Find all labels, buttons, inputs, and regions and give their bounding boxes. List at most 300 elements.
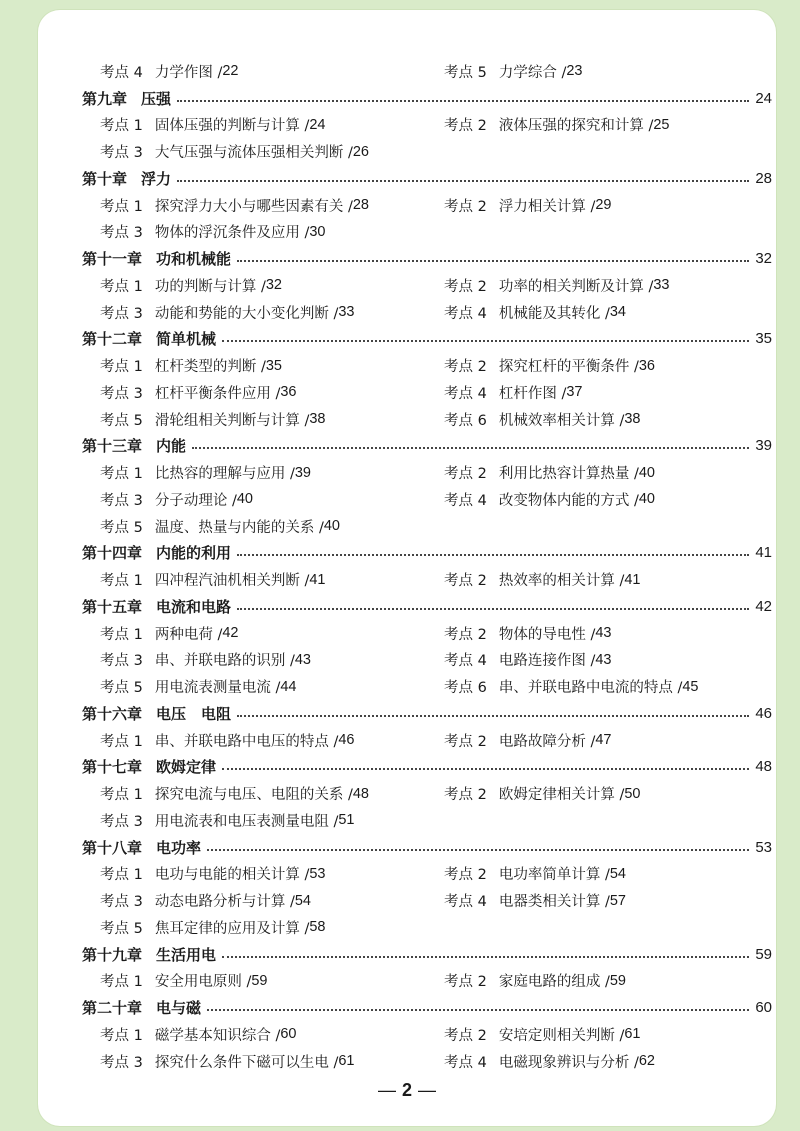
topic-label: 考点 4 — [444, 653, 487, 670]
topic-pair — [82, 513, 772, 540]
chapter-number: 第二十章 — [82, 999, 143, 1018]
chapter-number: 第十二章 — [82, 330, 143, 349]
topic-text: 探究浮力大小与哪些因素有关 / — [154, 198, 353, 215]
topic-label: 考点 6 — [444, 412, 487, 429]
topic-row — [82, 1048, 772, 1075]
chapter-row[interactable] — [82, 245, 772, 272]
topic-item[interactable] — [82, 516, 340, 537]
topic-page: 46 — [338, 732, 355, 749]
chapter-name: 欧姆定律 — [156, 758, 217, 777]
topic-page: 41 — [624, 571, 641, 588]
chapter-number: 第十四章 — [82, 544, 143, 563]
topic-text: 滑轮组相关判断与计算 / — [154, 412, 310, 429]
topic-label: 考点 2 — [444, 626, 487, 643]
topic-text: 串、并联电路的识别 / — [154, 653, 295, 670]
topic-item[interactable] — [444, 409, 640, 430]
leader-dots — [207, 848, 749, 851]
topic-page: 45 — [682, 678, 699, 695]
topic-item[interactable] — [82, 649, 311, 670]
topic-pair — [82, 58, 772, 85]
topic-page: 24 — [309, 116, 326, 133]
topic-item[interactable] — [82, 1051, 354, 1072]
chapter-page: 28 — [755, 169, 772, 187]
topic-label: 考点 3 — [100, 385, 143, 402]
topic-row — [82, 192, 772, 219]
chapter-row[interactable] — [82, 326, 772, 353]
topic-label: 考点 3 — [100, 145, 143, 162]
topic-pair — [82, 647, 772, 674]
topic-label: 考点 2 — [444, 466, 487, 483]
chapter-name: 电压 电阻 — [156, 704, 232, 723]
topic-label: 考点 4 — [444, 1054, 487, 1071]
topic-page: 38 — [624, 411, 641, 428]
topic-label: 考点 3 — [100, 492, 143, 509]
topic-pair — [82, 379, 772, 406]
topic-text: 力学作图 / — [154, 64, 223, 81]
chapter-number: 第十五章 — [82, 597, 143, 616]
footer-dash-right: — — [418, 1080, 436, 1100]
table-of-contents — [82, 58, 772, 1075]
chapter-number: 第十章 — [82, 169, 128, 188]
chapter-row[interactable] — [82, 433, 772, 460]
topic-item[interactable] — [82, 1024, 296, 1045]
topic-page: 40 — [323, 518, 340, 535]
topic-text: 磁学基本知识综合 / — [154, 1027, 281, 1044]
topic-item[interactable] — [82, 221, 325, 242]
topic-page: 51 — [338, 812, 355, 829]
chapter-page: 24 — [755, 89, 772, 107]
topic-label: 考点 1 — [100, 974, 143, 991]
topic-label: 考点 5 — [100, 412, 143, 429]
topic-item[interactable] — [444, 890, 626, 911]
chapter-name: 功和机械能 — [156, 250, 232, 269]
topic-item[interactable] — [444, 1051, 655, 1072]
topic-pair — [82, 138, 772, 165]
topic-text: 比热容的理解与应用 / — [154, 466, 295, 483]
topic-label: 考点 2 — [444, 867, 487, 884]
leader-dots — [237, 607, 749, 610]
topic-page: 33 — [338, 304, 355, 321]
topic-page: 28 — [352, 197, 369, 214]
topic-pair — [82, 1021, 772, 1048]
topic-page: 48 — [352, 785, 369, 802]
topic-text: 固体压强的判断与计算 / — [154, 118, 310, 135]
chapter-name: 压强 — [141, 89, 172, 108]
topic-row — [82, 272, 772, 299]
footer-dash-left: — — [377, 1080, 396, 1100]
chapter-page: 59 — [755, 945, 772, 963]
topic-item[interactable] — [444, 489, 655, 510]
topic-item[interactable] — [444, 355, 655, 376]
topic-item[interactable] — [444, 382, 582, 403]
topic-page: 44 — [280, 678, 297, 695]
chapter-page: 46 — [755, 704, 772, 722]
topic-page: 22 — [222, 63, 239, 80]
topic-label: 考点 6 — [444, 680, 487, 697]
topic-row — [82, 138, 772, 165]
topic-page: 37 — [566, 384, 583, 401]
topic-text: 欧姆定律相关计算 / — [498, 787, 625, 804]
topic-text: 杠杆作图 / — [498, 385, 567, 402]
topic-page: 53 — [309, 865, 326, 882]
topic-text: 用电流表测量电流 / — [154, 680, 281, 697]
topic-item[interactable] — [82, 676, 296, 697]
topic-text: 杠杆平衡条件应用 / — [154, 385, 281, 402]
topic-page: 32 — [265, 277, 282, 294]
leader-dots — [207, 1008, 749, 1011]
topic-pair — [82, 272, 772, 299]
topic-text: 四冲程汽油机相关判断 / — [154, 573, 310, 590]
topic-pair — [82, 112, 772, 139]
chapter-name: 内能的利用 — [156, 544, 232, 563]
topic-label: 考点 5 — [444, 64, 487, 81]
page-number: 2 — [401, 1080, 412, 1100]
topic-item[interactable] — [444, 623, 611, 644]
chapter-name: 简单机械 — [156, 330, 217, 349]
topic-text: 浮力相关计算 / — [498, 198, 596, 215]
topic-label: 考点 1 — [100, 867, 143, 884]
topic-label: 考点 3 — [100, 653, 143, 670]
topic-page: 41 — [309, 571, 326, 588]
leader-dots — [177, 179, 749, 182]
topic-item[interactable] — [82, 355, 282, 376]
topic-text: 家庭电路的组成 / — [498, 974, 610, 991]
topic-item[interactable] — [444, 649, 611, 670]
topic-label: 考点 2 — [444, 733, 487, 750]
topic-item[interactable] — [82, 730, 354, 751]
topic-item[interactable] — [82, 489, 253, 510]
topic-text: 机械能及其转化 / — [498, 305, 610, 322]
topic-pair — [82, 566, 772, 593]
topic-pair — [82, 459, 772, 486]
topic-row — [82, 299, 772, 326]
topic-row — [82, 112, 772, 139]
topic-row — [82, 673, 772, 700]
topic-item[interactable] — [82, 382, 296, 403]
chapter-page: 53 — [755, 838, 772, 856]
chapter-row[interactable] — [82, 85, 772, 112]
topic-label: 考点 2 — [444, 198, 487, 215]
topic-page: 25 — [653, 116, 670, 133]
topic-item[interactable] — [444, 195, 611, 216]
topic-text: 动能和势能的大小变化判断 / — [154, 305, 339, 322]
topic-pair — [82, 887, 772, 914]
topic-text: 分子动理论 / — [154, 492, 237, 509]
topic-pair — [82, 406, 772, 433]
chapter-row[interactable] — [82, 593, 772, 620]
topic-text: 电功与电能的相关计算 / — [154, 867, 310, 884]
chapter-page: 42 — [755, 597, 772, 615]
topic-label: 考点 4 — [444, 894, 487, 911]
topic-row — [82, 566, 772, 593]
topic-text: 探究杠杆的平衡条件 / — [498, 359, 639, 376]
chapter-row[interactable] — [82, 754, 772, 781]
topic-page: 30 — [309, 223, 326, 240]
topic-label: 考点 1 — [100, 198, 143, 215]
topic-text: 串、并联电路中电流的特点 / — [498, 680, 683, 697]
topic-label: 考点 3 — [100, 813, 143, 830]
topic-label: 考点 5 — [100, 519, 143, 536]
topic-text: 电路连接作图 / — [498, 653, 596, 670]
topic-item[interactable] — [82, 810, 354, 831]
chapter-row[interactable] — [82, 941, 772, 968]
topic-text: 热效率的相关计算 / — [498, 573, 625, 590]
topic-text: 用电流表和电压表测量电阻 / — [154, 813, 339, 830]
topic-item[interactable] — [82, 462, 311, 483]
chapter-page: 35 — [755, 330, 772, 348]
topic-page: 61 — [338, 1053, 355, 1070]
chapter-row[interactable] — [82, 834, 772, 861]
chapter-page: 48 — [755, 758, 772, 776]
topic-row — [82, 914, 772, 941]
topic-item[interactable] — [82, 783, 369, 804]
topic-page: 29 — [595, 197, 612, 214]
topic-text: 改变物体内能的方式 / — [498, 492, 639, 509]
topic-label: 考点 2 — [444, 118, 487, 135]
topic-item[interactable] — [82, 863, 325, 884]
topic-text: 电磁现象辨识与分析 / — [498, 1054, 639, 1071]
topic-item[interactable] — [444, 462, 655, 483]
topic-text: 物体的导电性 / — [498, 626, 596, 643]
topic-text: 功的判断与计算 / — [154, 278, 266, 295]
topic-page: 50 — [624, 785, 641, 802]
chapter-page: 32 — [755, 250, 772, 268]
topic-row — [82, 58, 772, 85]
topic-item[interactable] — [444, 275, 669, 296]
topic-item[interactable] — [82, 917, 325, 938]
topic-text: 焦耳定律的应用及计算 / — [154, 920, 310, 937]
topic-row — [82, 379, 772, 406]
topic-item[interactable] — [82, 275, 282, 296]
topic-page: 40 — [638, 464, 655, 481]
chapter-name: 电与磁 — [156, 999, 202, 1018]
topic-row — [82, 459, 772, 486]
topic-item[interactable] — [444, 783, 640, 804]
topic-pair — [82, 807, 772, 834]
topic-page: 39 — [294, 464, 311, 481]
topic-text: 两种电荷 / — [154, 626, 223, 643]
topic-page: 43 — [595, 651, 612, 668]
topic-row — [82, 887, 772, 914]
topic-label: 考点 5 — [100, 920, 143, 937]
topic-label: 考点 2 — [444, 278, 487, 295]
topic-label: 考点 2 — [444, 974, 487, 991]
topic-row — [82, 968, 772, 995]
topic-pair — [82, 780, 772, 807]
topic-row — [82, 219, 772, 246]
topic-pair — [82, 673, 772, 700]
topic-item[interactable] — [444, 1024, 640, 1045]
topic-label: 考点 1 — [100, 466, 143, 483]
topic-pair — [82, 968, 772, 995]
topic-label: 考点 2 — [444, 359, 487, 376]
topic-page: 43 — [294, 651, 311, 668]
page-sheet — [38, 10, 776, 1126]
chapter-row[interactable] — [82, 994, 772, 1021]
topic-text: 安全用电原则 / — [154, 974, 252, 991]
topic-text: 探究什么条件下磁可以生电 / — [154, 1054, 339, 1071]
topic-item[interactable] — [82, 569, 325, 590]
topic-page: 42 — [222, 625, 239, 642]
topic-item[interactable] — [82, 302, 354, 323]
leader-dots — [222, 767, 749, 770]
chapter-number: 第十七章 — [82, 758, 143, 777]
topic-page: 34 — [609, 304, 626, 321]
topic-page: 40 — [638, 491, 655, 508]
chapter-number: 第十八章 — [82, 838, 143, 857]
topic-item[interactable] — [444, 676, 698, 697]
topic-page: 36 — [638, 357, 655, 374]
topic-label: 考点 1 — [100, 787, 143, 804]
leader-dots — [222, 339, 749, 342]
chapter-number: 第九章 — [82, 89, 128, 108]
page-footer — [38, 1080, 776, 1101]
topic-text: 力学综合 / — [498, 64, 567, 81]
topic-item[interactable] — [444, 61, 582, 82]
topic-text: 温度、热量与内能的关系 / — [154, 519, 324, 536]
topic-page: 38 — [309, 411, 326, 428]
topic-item[interactable] — [444, 114, 669, 135]
topic-page: 26 — [352, 143, 369, 160]
leader-dots — [237, 259, 749, 262]
topic-item[interactable] — [444, 863, 626, 884]
topic-page: 43 — [595, 625, 612, 642]
chapter-page: 41 — [755, 544, 772, 562]
topic-pair — [82, 299, 772, 326]
topic-text: 利用比热容计算热量 / — [498, 466, 639, 483]
topic-item[interactable] — [444, 569, 640, 590]
chapter-page: 39 — [755, 437, 772, 455]
topic-text: 安培定则相关判断 / — [498, 1027, 625, 1044]
topic-row — [82, 647, 772, 674]
topic-item[interactable] — [444, 970, 626, 991]
topic-row — [82, 406, 772, 433]
topic-label: 考点 4 — [444, 385, 487, 402]
topic-label: 考点 1 — [100, 359, 143, 376]
topic-text: 杠杆类型的判断 / — [154, 359, 266, 376]
topic-page: 58 — [309, 919, 326, 936]
topic-page: 23 — [566, 63, 583, 80]
topic-row — [82, 780, 772, 807]
topic-text: 功率的相关判断及计算 / — [498, 278, 654, 295]
topic-label: 考点 1 — [100, 573, 143, 590]
topic-pair — [82, 486, 772, 513]
topic-label: 考点 3 — [100, 305, 143, 322]
topic-item[interactable] — [82, 623, 238, 644]
topic-row — [82, 352, 772, 379]
leader-dots — [237, 714, 749, 717]
topic-label: 考点 4 — [444, 305, 487, 322]
topic-label: 考点 4 — [444, 492, 487, 509]
chapter-number: 第十六章 — [82, 704, 143, 723]
topic-page: 59 — [251, 972, 268, 989]
topic-text: 液体压强的探究和计算 / — [498, 118, 654, 135]
topic-pair — [82, 861, 772, 888]
chapter-name: 电功率 — [156, 838, 202, 857]
topic-page: 36 — [280, 384, 297, 401]
topic-page: 59 — [609, 972, 626, 989]
topic-pair — [82, 352, 772, 379]
leader-dots — [222, 955, 749, 958]
topic-row — [82, 861, 772, 888]
topic-page: 62 — [638, 1053, 655, 1070]
topic-pair — [82, 1048, 772, 1075]
topic-item[interactable] — [444, 730, 611, 751]
topic-page: 61 — [624, 1026, 641, 1043]
topic-page: 54 — [609, 865, 626, 882]
topic-row — [82, 486, 772, 513]
topic-text: 串、并联电路中电压的特点 / — [154, 733, 339, 750]
chapter-number: 第十九章 — [82, 945, 143, 964]
topic-item[interactable] — [444, 302, 626, 323]
topic-text: 电器类相关计算 / — [498, 894, 610, 911]
topic-page: 35 — [265, 357, 282, 374]
topic-text: 大气压强与流体压强相关判断 / — [154, 145, 353, 162]
topic-label: 考点 4 — [100, 64, 143, 81]
topic-pair — [82, 620, 772, 647]
topic-page: 54 — [294, 892, 311, 909]
topic-pair — [82, 192, 772, 219]
topic-label: 考点 3 — [100, 1054, 143, 1071]
leader-dots — [177, 99, 749, 102]
topic-item[interactable] — [82, 409, 325, 430]
topic-page: 60 — [280, 1026, 297, 1043]
topic-item[interactable] — [82, 890, 311, 911]
topic-item[interactable] — [82, 195, 369, 216]
topic-page: 40 — [236, 491, 253, 508]
topic-page: 47 — [595, 732, 612, 749]
topic-page: 57 — [609, 892, 626, 909]
chapter-name: 生活用电 — [156, 945, 217, 964]
topic-text: 物体的浮沉条件及应用 / — [154, 225, 310, 242]
topic-label: 考点 1 — [100, 1027, 143, 1044]
leader-dots — [237, 553, 749, 556]
topic-item[interactable] — [82, 114, 325, 135]
topic-page: 33 — [653, 277, 670, 294]
chapter-row[interactable] — [82, 540, 772, 567]
topic-label: 考点 1 — [100, 118, 143, 135]
topic-text: 机械效率相关计算 / — [498, 412, 625, 429]
topic-row — [82, 1021, 772, 1048]
topic-row — [82, 727, 772, 754]
topic-label: 考点 1 — [100, 733, 143, 750]
topic-row — [82, 513, 772, 540]
chapter-number: 第十三章 — [82, 437, 143, 456]
chapter-row[interactable] — [82, 700, 772, 727]
topic-item[interactable] — [82, 970, 267, 991]
topic-row — [82, 620, 772, 647]
topic-row — [82, 807, 772, 834]
chapter-row[interactable] — [82, 165, 772, 192]
chapter-name: 电流和电路 — [156, 597, 232, 616]
chapter-number: 第十一章 — [82, 250, 143, 269]
topic-pair — [82, 727, 772, 754]
topic-pair — [82, 914, 772, 941]
topic-label: 考点 3 — [100, 894, 143, 911]
topic-label: 考点 5 — [100, 680, 143, 697]
topic-label: 考点 1 — [100, 278, 143, 295]
topic-text: 电路故障分析 / — [498, 733, 596, 750]
topic-item[interactable] — [82, 141, 369, 162]
topic-text: 探究电流与电压、电阻的关系 / — [154, 787, 353, 804]
topic-item[interactable] — [82, 61, 238, 82]
topic-label: 考点 2 — [444, 1027, 487, 1044]
chapter-name: 浮力 — [141, 169, 172, 188]
topic-label: 考点 3 — [100, 225, 143, 242]
topic-label: 考点 2 — [444, 787, 487, 804]
topic-text: 电功率简单计算 / — [498, 867, 610, 884]
topic-label: 考点 2 — [444, 573, 487, 590]
